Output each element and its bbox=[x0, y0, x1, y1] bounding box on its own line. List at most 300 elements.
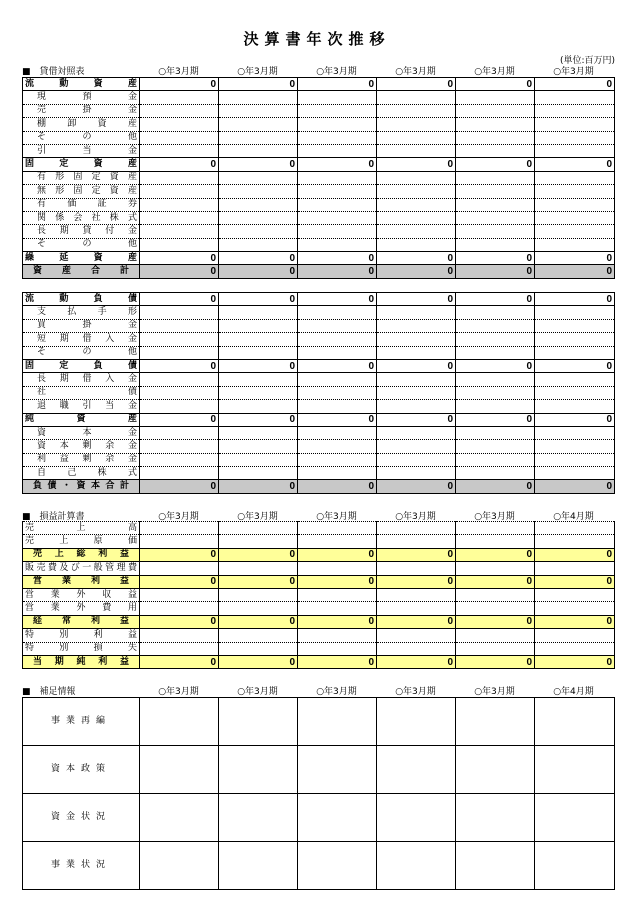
value-cell[interactable] bbox=[140, 131, 219, 144]
value-cell[interactable] bbox=[298, 319, 377, 332]
value-cell[interactable] bbox=[298, 198, 377, 211]
value-cell[interactable] bbox=[377, 319, 456, 332]
value-cell[interactable]: 0 bbox=[298, 78, 377, 91]
note-cell[interactable] bbox=[535, 746, 615, 794]
value-cell[interactable]: 0 bbox=[140, 413, 219, 426]
value-cell[interactable] bbox=[219, 238, 298, 251]
note-cell[interactable] bbox=[219, 746, 298, 794]
value-cell[interactable] bbox=[219, 171, 298, 184]
value-cell[interactable] bbox=[377, 198, 456, 211]
value-cell[interactable] bbox=[377, 131, 456, 144]
value-cell[interactable] bbox=[298, 642, 377, 655]
value-cell[interactable] bbox=[456, 467, 535, 480]
value-cell[interactable]: 0 bbox=[377, 480, 456, 493]
value-cell[interactable] bbox=[298, 440, 377, 453]
value-cell[interactable] bbox=[535, 535, 615, 548]
value-cell[interactable] bbox=[298, 131, 377, 144]
value-cell[interactable] bbox=[535, 629, 615, 642]
table-row bbox=[23, 426, 615, 439]
note-cell[interactable] bbox=[298, 698, 377, 746]
supp-year-4: ○年3月期 bbox=[395, 687, 436, 697]
value-cell[interactable] bbox=[140, 211, 219, 224]
table-row bbox=[23, 480, 615, 493]
value-cell[interactable] bbox=[535, 104, 615, 117]
value-cell[interactable]: 0 bbox=[298, 413, 377, 426]
value-cell[interactable] bbox=[140, 238, 219, 251]
table-row bbox=[23, 91, 615, 104]
value-cell[interactable] bbox=[456, 131, 535, 144]
value-cell[interactable] bbox=[377, 602, 456, 615]
value-cell[interactable] bbox=[377, 522, 456, 535]
value-cell[interactable] bbox=[219, 346, 298, 359]
value-cell[interactable]: 0 bbox=[140, 615, 219, 628]
value-cell[interactable]: 0 bbox=[140, 252, 219, 265]
value-cell[interactable] bbox=[535, 642, 615, 655]
value-cell[interactable] bbox=[140, 440, 219, 453]
value-cell[interactable] bbox=[140, 306, 219, 319]
income-statement-heading: ■ 損益計算書 bbox=[22, 512, 85, 522]
value-cell[interactable]: 0 bbox=[298, 293, 377, 306]
value-cell[interactable] bbox=[456, 588, 535, 601]
value-cell[interactable] bbox=[456, 346, 535, 359]
value-cell[interactable]: 0 bbox=[298, 252, 377, 265]
note-cell[interactable] bbox=[140, 794, 219, 842]
value-cell[interactable] bbox=[377, 629, 456, 642]
value-cell[interactable] bbox=[377, 333, 456, 346]
value-cell[interactable] bbox=[219, 440, 298, 453]
note-cell[interactable] bbox=[219, 842, 298, 890]
note-cell[interactable] bbox=[298, 746, 377, 794]
value-cell[interactable] bbox=[298, 386, 377, 399]
value-cell[interactable] bbox=[456, 440, 535, 453]
value-cell[interactable] bbox=[377, 104, 456, 117]
value-cell[interactable] bbox=[377, 386, 456, 399]
value-cell[interactable] bbox=[298, 104, 377, 117]
value-cell[interactable] bbox=[298, 629, 377, 642]
value-cell[interactable] bbox=[456, 373, 535, 386]
value-cell[interactable] bbox=[456, 400, 535, 413]
table-row bbox=[23, 131, 615, 144]
value-cell[interactable]: 0 bbox=[219, 575, 298, 588]
value-cell[interactable] bbox=[140, 373, 219, 386]
note-cell[interactable] bbox=[219, 794, 298, 842]
value-cell[interactable] bbox=[219, 373, 298, 386]
value-cell[interactable] bbox=[456, 535, 535, 548]
value-cell[interactable] bbox=[298, 602, 377, 615]
note-cell[interactable] bbox=[140, 746, 219, 794]
value-cell[interactable] bbox=[219, 400, 298, 413]
value-cell[interactable] bbox=[535, 400, 615, 413]
value-cell[interactable]: 0 bbox=[456, 359, 535, 372]
value-cell[interactable] bbox=[140, 562, 219, 575]
value-cell[interactable]: 0 bbox=[535, 359, 615, 372]
value-cell[interactable] bbox=[456, 629, 535, 642]
value-cell[interactable] bbox=[535, 211, 615, 224]
value-cell[interactable]: 0 bbox=[298, 575, 377, 588]
value-cell[interactable] bbox=[377, 440, 456, 453]
value-cell[interactable] bbox=[535, 91, 615, 104]
value-cell[interactable] bbox=[219, 386, 298, 399]
value-cell[interactable]: 0 bbox=[456, 78, 535, 91]
value-cell[interactable] bbox=[219, 333, 298, 346]
value-cell[interactable]: 0 bbox=[535, 265, 615, 278]
value-cell[interactable] bbox=[456, 642, 535, 655]
supplementary-table bbox=[22, 697, 615, 890]
row-label: 営業外費用 bbox=[23, 602, 140, 615]
note-cell[interactable] bbox=[298, 794, 377, 842]
value-cell[interactable] bbox=[219, 91, 298, 104]
value-cell[interactable]: 0 bbox=[456, 655, 535, 668]
value-cell[interactable] bbox=[219, 225, 298, 238]
note-cell[interactable] bbox=[219, 698, 298, 746]
value-cell[interactable] bbox=[377, 171, 456, 184]
value-cell[interactable]: 0 bbox=[140, 265, 219, 278]
value-cell[interactable] bbox=[140, 171, 219, 184]
value-cell[interactable] bbox=[140, 467, 219, 480]
value-cell[interactable]: 0 bbox=[456, 158, 535, 171]
table-row bbox=[23, 238, 615, 251]
value-cell[interactable] bbox=[535, 333, 615, 346]
value-cell[interactable] bbox=[298, 185, 377, 198]
note-cell[interactable] bbox=[535, 842, 615, 890]
value-cell[interactable] bbox=[456, 171, 535, 184]
value-cell[interactable]: 0 bbox=[298, 480, 377, 493]
supp-year-3: ○年3月期 bbox=[316, 687, 357, 697]
value-cell[interactable] bbox=[456, 91, 535, 104]
value-cell[interactable] bbox=[219, 629, 298, 642]
row-label: 売 上 高 bbox=[23, 522, 140, 535]
value-cell[interactable]: 0 bbox=[219, 615, 298, 628]
value-cell[interactable] bbox=[456, 522, 535, 535]
value-cell[interactable] bbox=[140, 535, 219, 548]
value-cell[interactable] bbox=[456, 453, 535, 466]
value-cell[interactable] bbox=[140, 91, 219, 104]
value-cell[interactable] bbox=[298, 91, 377, 104]
note-cell[interactable] bbox=[377, 698, 456, 746]
value-cell[interactable] bbox=[140, 629, 219, 642]
value-cell[interactable]: 0 bbox=[377, 252, 456, 265]
value-cell[interactable] bbox=[219, 306, 298, 319]
supp-year-6: ○年4月期 bbox=[553, 687, 594, 697]
value-cell[interactable] bbox=[140, 104, 219, 117]
note-cell[interactable] bbox=[535, 698, 615, 746]
value-cell[interactable] bbox=[140, 118, 219, 131]
value-cell[interactable] bbox=[377, 144, 456, 157]
value-cell[interactable] bbox=[535, 319, 615, 332]
note-cell[interactable] bbox=[140, 842, 219, 890]
note-cell[interactable] bbox=[535, 794, 615, 842]
value-cell[interactable] bbox=[377, 238, 456, 251]
value-cell[interactable]: 0 bbox=[377, 548, 456, 561]
value-cell[interactable] bbox=[535, 225, 615, 238]
value-cell[interactable]: 0 bbox=[377, 158, 456, 171]
value-cell[interactable] bbox=[535, 440, 615, 453]
value-cell[interactable] bbox=[298, 562, 377, 575]
value-cell[interactable] bbox=[298, 225, 377, 238]
note-cell[interactable] bbox=[456, 746, 535, 794]
row-label: 自 己 株 式 bbox=[23, 467, 140, 480]
note-cell[interactable] bbox=[298, 842, 377, 890]
value-cell[interactable] bbox=[377, 467, 456, 480]
value-cell[interactable] bbox=[140, 144, 219, 157]
value-cell[interactable] bbox=[298, 535, 377, 548]
table-row bbox=[23, 211, 615, 224]
note-cell[interactable] bbox=[456, 698, 535, 746]
value-cell[interactable] bbox=[140, 319, 219, 332]
value-cell[interactable] bbox=[456, 144, 535, 157]
value-cell[interactable]: 0 bbox=[377, 615, 456, 628]
value-cell[interactable] bbox=[377, 426, 456, 439]
value-cell[interactable]: 0 bbox=[219, 252, 298, 265]
value-cell[interactable] bbox=[377, 588, 456, 601]
value-cell[interactable] bbox=[377, 346, 456, 359]
note-cell[interactable] bbox=[140, 698, 219, 746]
value-cell[interactable]: 0 bbox=[140, 78, 219, 91]
value-cell[interactable]: 0 bbox=[219, 158, 298, 171]
row-label: 固 定 負 債 bbox=[23, 359, 140, 372]
value-cell[interactable] bbox=[377, 642, 456, 655]
value-cell[interactable]: 0 bbox=[456, 265, 535, 278]
value-cell[interactable] bbox=[219, 588, 298, 601]
value-cell[interactable]: 0 bbox=[456, 575, 535, 588]
value-cell[interactable] bbox=[456, 238, 535, 251]
value-cell[interactable]: 0 bbox=[298, 615, 377, 628]
value-cell[interactable] bbox=[535, 588, 615, 601]
value-cell[interactable]: 0 bbox=[535, 252, 615, 265]
value-cell[interactable] bbox=[456, 333, 535, 346]
value-cell[interactable] bbox=[377, 535, 456, 548]
value-cell[interactable]: 0 bbox=[456, 548, 535, 561]
table-row bbox=[23, 144, 615, 157]
value-cell[interactable] bbox=[140, 453, 219, 466]
value-cell[interactable] bbox=[535, 602, 615, 615]
value-cell[interactable]: 0 bbox=[140, 158, 219, 171]
value-cell[interactable] bbox=[219, 602, 298, 615]
table-row bbox=[23, 698, 615, 746]
value-cell[interactable] bbox=[456, 602, 535, 615]
note-cell[interactable] bbox=[456, 842, 535, 890]
value-cell[interactable]: 0 bbox=[219, 293, 298, 306]
value-cell[interactable] bbox=[535, 198, 615, 211]
value-cell[interactable] bbox=[298, 373, 377, 386]
value-cell[interactable]: 0 bbox=[298, 158, 377, 171]
value-cell[interactable] bbox=[377, 225, 456, 238]
value-cell[interactable] bbox=[298, 426, 377, 439]
value-cell[interactable] bbox=[298, 453, 377, 466]
value-cell[interactable]: 0 bbox=[140, 480, 219, 493]
value-cell[interactable]: 0 bbox=[535, 293, 615, 306]
value-cell[interactable]: 0 bbox=[535, 158, 615, 171]
value-cell[interactable] bbox=[456, 319, 535, 332]
value-cell[interactable] bbox=[140, 400, 219, 413]
value-cell[interactable]: 0 bbox=[219, 480, 298, 493]
value-cell[interactable]: 0 bbox=[456, 293, 535, 306]
value-cell[interactable]: 0 bbox=[535, 413, 615, 426]
value-cell[interactable]: 0 bbox=[535, 655, 615, 668]
value-cell[interactable] bbox=[298, 238, 377, 251]
value-cell[interactable] bbox=[535, 118, 615, 131]
value-cell[interactable] bbox=[377, 185, 456, 198]
value-cell[interactable] bbox=[535, 467, 615, 480]
value-cell[interactable] bbox=[140, 185, 219, 198]
value-cell[interactable]: 0 bbox=[219, 655, 298, 668]
value-cell[interactable] bbox=[535, 144, 615, 157]
table-row bbox=[23, 746, 615, 794]
row-label: 特 別 利 益 bbox=[23, 629, 140, 642]
value-cell[interactable] bbox=[298, 333, 377, 346]
value-cell[interactable] bbox=[140, 333, 219, 346]
value-cell[interactable]: 0 bbox=[140, 548, 219, 561]
table-row bbox=[23, 522, 615, 535]
value-cell[interactable] bbox=[298, 522, 377, 535]
value-cell[interactable] bbox=[456, 386, 535, 399]
row-label: 資本政策 bbox=[23, 746, 140, 794]
row-label: 退職引当金 bbox=[23, 400, 140, 413]
value-cell[interactable] bbox=[219, 426, 298, 439]
value-cell[interactable] bbox=[456, 198, 535, 211]
value-cell[interactable] bbox=[298, 171, 377, 184]
value-cell[interactable]: 0 bbox=[140, 655, 219, 668]
value-cell[interactable] bbox=[298, 346, 377, 359]
value-cell[interactable] bbox=[298, 400, 377, 413]
row-label: 社 債 bbox=[23, 386, 140, 399]
value-cell[interactable] bbox=[535, 386, 615, 399]
value-cell[interactable] bbox=[219, 211, 298, 224]
value-cell[interactable] bbox=[140, 642, 219, 655]
value-cell[interactable]: 0 bbox=[298, 655, 377, 668]
value-cell[interactable] bbox=[298, 144, 377, 157]
value-cell[interactable] bbox=[219, 453, 298, 466]
value-cell[interactable]: 0 bbox=[456, 252, 535, 265]
value-cell[interactable] bbox=[298, 211, 377, 224]
value-cell[interactable] bbox=[219, 562, 298, 575]
value-cell[interactable] bbox=[298, 306, 377, 319]
value-cell[interactable]: 0 bbox=[535, 615, 615, 628]
value-cell[interactable]: 0 bbox=[219, 413, 298, 426]
value-cell[interactable] bbox=[298, 467, 377, 480]
value-cell[interactable]: 0 bbox=[456, 413, 535, 426]
value-cell[interactable]: 0 bbox=[140, 293, 219, 306]
value-cell[interactable] bbox=[377, 91, 456, 104]
value-cell[interactable] bbox=[219, 319, 298, 332]
value-cell[interactable]: 0 bbox=[298, 359, 377, 372]
value-cell[interactable] bbox=[535, 562, 615, 575]
value-cell[interactable]: 0 bbox=[377, 359, 456, 372]
value-cell[interactable] bbox=[535, 453, 615, 466]
value-cell[interactable] bbox=[456, 211, 535, 224]
note-cell[interactable] bbox=[456, 794, 535, 842]
value-cell[interactable] bbox=[219, 535, 298, 548]
value-cell[interactable]: 0 bbox=[140, 575, 219, 588]
value-cell[interactable]: 0 bbox=[535, 78, 615, 91]
value-cell[interactable]: 0 bbox=[377, 575, 456, 588]
value-cell[interactable]: 0 bbox=[535, 480, 615, 493]
value-cell[interactable] bbox=[456, 562, 535, 575]
value-cell[interactable] bbox=[219, 144, 298, 157]
row-label: そ の 他 bbox=[23, 346, 140, 359]
value-cell[interactable] bbox=[535, 346, 615, 359]
value-cell[interactable] bbox=[377, 453, 456, 466]
note-cell[interactable] bbox=[377, 794, 456, 842]
value-cell[interactable] bbox=[219, 467, 298, 480]
value-cell[interactable]: 0 bbox=[535, 548, 615, 561]
table-row bbox=[23, 118, 615, 131]
value-cell[interactable] bbox=[219, 522, 298, 535]
value-cell[interactable] bbox=[377, 118, 456, 131]
value-cell[interactable]: 0 bbox=[377, 293, 456, 306]
value-cell[interactable] bbox=[219, 198, 298, 211]
note-cell[interactable] bbox=[377, 842, 456, 890]
value-cell[interactable] bbox=[298, 588, 377, 601]
value-cell[interactable] bbox=[140, 602, 219, 615]
bs-year-3: ○年3月期 bbox=[316, 67, 357, 77]
value-cell[interactable]: 0 bbox=[219, 78, 298, 91]
value-cell[interactable] bbox=[535, 238, 615, 251]
value-cell[interactable] bbox=[535, 306, 615, 319]
value-cell[interactable] bbox=[140, 198, 219, 211]
value-cell[interactable] bbox=[456, 104, 535, 117]
value-cell[interactable] bbox=[219, 185, 298, 198]
table-row bbox=[23, 453, 615, 466]
value-cell[interactable] bbox=[140, 426, 219, 439]
document-title: 決算書年次推移 bbox=[243, 30, 391, 48]
pl-year-6: ○年4月期 bbox=[553, 512, 594, 522]
value-cell[interactable] bbox=[377, 562, 456, 575]
value-cell[interactable] bbox=[456, 426, 535, 439]
value-cell[interactable] bbox=[377, 400, 456, 413]
value-cell[interactable]: 0 bbox=[219, 359, 298, 372]
value-cell[interactable] bbox=[535, 185, 615, 198]
value-cell[interactable] bbox=[535, 426, 615, 439]
value-cell[interactable] bbox=[456, 118, 535, 131]
value-cell[interactable]: 0 bbox=[219, 548, 298, 561]
value-cell[interactable] bbox=[140, 225, 219, 238]
value-cell[interactable] bbox=[535, 373, 615, 386]
value-cell[interactable]: 0 bbox=[219, 265, 298, 278]
row-label: 事業再編 bbox=[23, 698, 140, 746]
value-cell[interactable] bbox=[219, 131, 298, 144]
value-cell[interactable] bbox=[377, 211, 456, 224]
value-cell[interactable] bbox=[298, 118, 377, 131]
value-cell[interactable] bbox=[456, 225, 535, 238]
value-cell[interactable] bbox=[535, 131, 615, 144]
value-cell[interactable]: 0 bbox=[298, 548, 377, 561]
value-cell[interactable] bbox=[456, 306, 535, 319]
value-cell[interactable] bbox=[535, 522, 615, 535]
value-cell[interactable]: 0 bbox=[377, 265, 456, 278]
value-cell[interactable] bbox=[377, 306, 456, 319]
value-cell[interactable]: 0 bbox=[140, 359, 219, 372]
value-cell[interactable] bbox=[456, 185, 535, 198]
value-cell[interactable] bbox=[219, 104, 298, 117]
value-cell[interactable] bbox=[377, 373, 456, 386]
value-cell[interactable] bbox=[219, 642, 298, 655]
value-cell[interactable]: 0 bbox=[456, 615, 535, 628]
value-cell[interactable]: 0 bbox=[535, 575, 615, 588]
value-cell[interactable] bbox=[140, 346, 219, 359]
value-cell[interactable]: 0 bbox=[377, 655, 456, 668]
note-cell[interactable] bbox=[377, 746, 456, 794]
value-cell[interactable]: 0 bbox=[377, 78, 456, 91]
value-cell[interactable] bbox=[535, 171, 615, 184]
value-cell[interactable] bbox=[219, 118, 298, 131]
value-cell[interactable] bbox=[140, 588, 219, 601]
value-cell[interactable] bbox=[140, 522, 219, 535]
value-cell[interactable]: 0 bbox=[456, 480, 535, 493]
value-cell[interactable] bbox=[140, 386, 219, 399]
value-cell[interactable]: 0 bbox=[298, 265, 377, 278]
value-cell[interactable]: 0 bbox=[377, 413, 456, 426]
